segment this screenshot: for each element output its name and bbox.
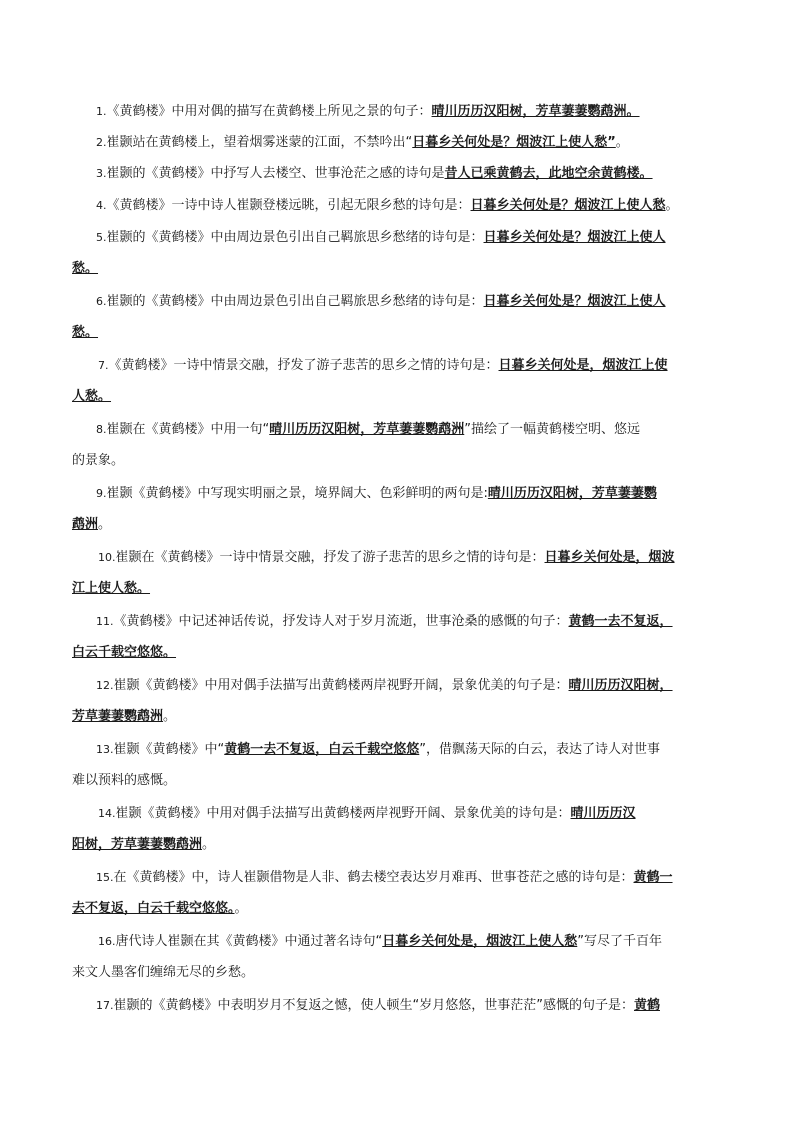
question-3: 3.崔颢的《黄鹤楼》中抒写人去楼空、世事沧茫之感的诗句是昔人已乘黄鹤去，此地空余黄鹤楼。 [96, 166, 653, 181]
question-12: 12.崔颢《黄鹤楼》中用对偶手法描写出黄鹤楼两岸视野开阔，景象优美的句子是：晴川历历汉阳树， 芳草萋萋鹦鹉洲。 [72, 678, 673, 724]
question-11: 11.《黄鹤楼》中记述神话传说，抒发诗人对于岁月流逝，世事沧桑的感慨的句子：黄鹤一去不复返， 白云千载空悠悠。 [72, 614, 673, 660]
answer: 日暮乡关何处是，烟波 [544, 550, 675, 565]
question-2: 2.崔颢站在黄鹤楼上，望着烟雾迷蒙的江面，不禁吟出“日暮乡关何处是？烟波江上使人愁”。 [96, 135, 629, 150]
question-16: 16.唐代诗人崔颢在其《黄鹤楼》中通过著名诗句“日暮乡关何处是，烟波江上使人愁”写尽了千百年 来文人墨客们缠绵无尽的乡愁。 [72, 934, 663, 980]
answer: 日暮乡关何处是，烟波江上使 [498, 358, 668, 373]
question-1: 1.《黄鹤楼》中用对偶的描写在黄鹤楼上所见之景的句子：晴川历历汉阳树，芳草萋萋鹦鹉洲。 [96, 104, 640, 119]
answer: 黄鹤一去不复返， [568, 614, 673, 629]
question-14: 14.崔颢《黄鹤楼》中用对偶手法描写出黄鹤楼两岸视野开阔、景象优美的诗句是：晴川历历汉 阳树，芳草萋萋鹦鹉洲。 [72, 806, 636, 852]
answer: 日暮乡关何处是？烟波江上使人 [483, 294, 666, 309]
answer: 晴川历历汉阳树，芳草萋萋鹦鹉洲 [269, 422, 465, 437]
question-6: 6.崔颢的《黄鹤楼》中由周边景色引出自己羁旅思乡愁绪的诗句是：日暮乡关何处是？烟波江上使人 愁。 [72, 294, 666, 340]
answer: 晴川历历汉阳树，芳草萋萋鹦 [487, 486, 657, 501]
question-10: 10.崔颢在《黄鹤楼》一诗中情景交融，抒发了游子悲苦的思乡之情的诗句是：日暮乡关何处是，烟波 江上使人愁。 [72, 550, 675, 596]
answer: 日暮乡关何处是？烟波江上使人 [483, 230, 666, 245]
answer: 黄鹤 [633, 998, 660, 1013]
question-9: 9.崔颢《黄鹤楼》中写现实明丽之景，境界阔大、色彩鲜明的两句是:晴川历历汉阳树，芳草萋萋鹦 鹉洲。 [72, 486, 657, 532]
question-4: 4.《黄鹤楼》一诗中诗人崔颢登楼远眺，引起无限乡愁的诗句是：日暮乡关何处是？烟波江上使人愁。 [96, 198, 679, 213]
question-7: 7.《黄鹤楼》一诗中情景交融，抒发了游子悲苦的思乡之情的诗句是：日暮乡关何处是，烟波江上使 人愁。 [72, 358, 668, 404]
answer: 晴川历历汉阳树，芳草萋萋鹦鹉洲。 [431, 104, 640, 119]
answer: 黄鹤一去不复返，白云千载空悠悠 [224, 742, 420, 757]
question-13: 13.崔颢《黄鹤楼》中“黄鹤一去不复返，白云千载空悠悠”，借飘荡天际的白云，表达了诗人对世事 难以预料的感慨。 [72, 742, 661, 788]
question-8: 8.崔颢在《黄鹤楼》中用一句“晴川历历汉阳树，芳草萋萋鹦鹉洲”描绘了一幅黄鹤楼空明、悠远 的景象。 [72, 422, 641, 468]
question-17: 17.崔颢的《黄鹤楼》中表明岁月不复返之憾，使人顿生“岁月悠悠，世事茫茫”感慨的句子是：黄鹤 [96, 998, 660, 1013]
question-5: 5.崔颢的《黄鹤楼》中由周边景色引出自己羁旅思乡愁绪的诗句是：日暮乡关何处是？烟波江上使人 愁。 [72, 230, 666, 276]
answer: 日暮乡关何处是？烟波江上使人愁” [412, 135, 616, 150]
answer: 晴川历历汉阳树， [568, 678, 673, 693]
question-15: 15.在《黄鹤楼》中，诗人崔颢借物是人非、鹤去楼空表达岁月难再、世事苍茫之感的诗句是：黄鹤一 去不复返，白云千载空悠悠。。 [72, 870, 673, 916]
answer: 昔人已乘黄鹤去，此地空余黄鹤楼。 [444, 166, 653, 181]
answer: 日暮乡关何处是？烟波江上使人愁 [470, 198, 666, 213]
answer: 晴川历历汉 [570, 806, 636, 821]
answer: 日暮乡关何处是，烟波江上使人愁 [382, 934, 578, 949]
answer: 黄鹤一 [633, 870, 673, 885]
